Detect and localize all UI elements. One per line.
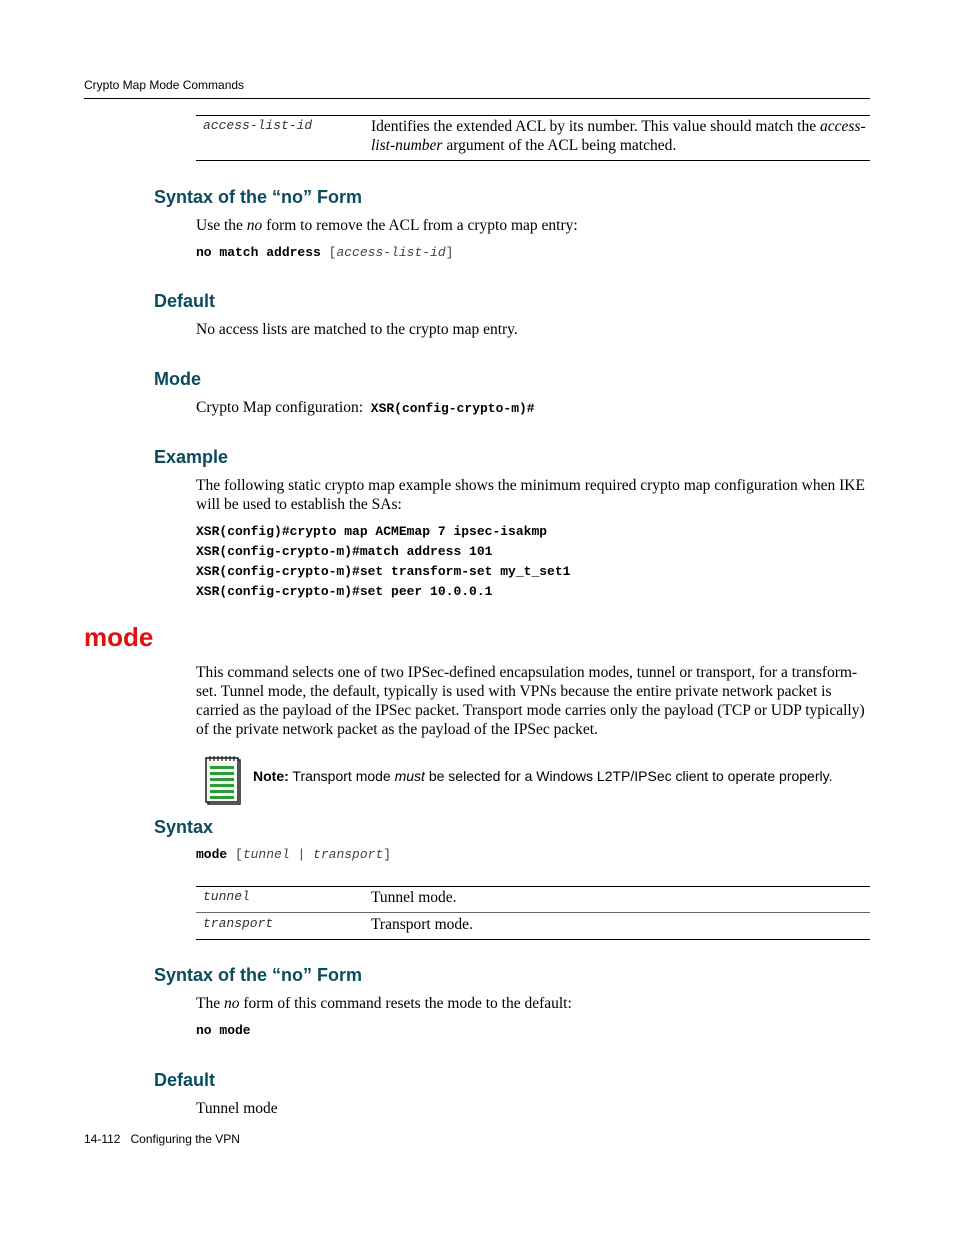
param-tunnel: tunnel [203,889,250,904]
header-divider [84,98,870,99]
no-form-description: Use the no form to remove the ACL from a crypto map entry: [196,217,578,234]
command-title: mode [84,622,154,652]
example-code-line: XSR(config-crypto-m)#set transform-set my_t_set1 [196,564,571,579]
heading-example: Example [154,447,229,467]
syntax-table-bottom-rule [196,939,870,940]
no-form-command: no mode [196,1023,251,1038]
example-code-line: XSR(config)#crypto map ACMEmap 7 ipsec-isakmp [196,524,548,539]
notepad-icon [204,755,244,807]
heading-syntax-no-form: Syntax of the “no” Form [154,187,363,207]
example-description: The following static crypto map example shows the minimum required crypto map configuration when IKE will be used to establish the SAs: [196,477,865,513]
syntax-command: mode [tunnel | transport] [196,847,392,862]
param-access-list-id: access-list-id [203,118,313,133]
example-code-line: XSR(config-crypto-m)#match address 101 [196,544,493,559]
param-transport: transport [203,916,274,931]
heading-syntax: Syntax [154,817,214,837]
heading-default: Default [154,291,216,311]
mode-description: Crypto Map configuration: XSR(config-crypto-m)# [196,399,535,416]
param-tunnel-description: Tunnel mode. [371,889,457,906]
param-access-list-id-description: Identifies the extended ACL by its number. This value should match the access-list-number argument of the ACL being matched. [371,118,866,154]
page-footer [84,1132,240,1146]
syntax-table-top-rule [196,886,870,887]
page-number: 14-112 [84,1132,121,1146]
running-header: Crypto Map Mode Commands [84,78,245,92]
command-description: This command selects one of two IPSec-defined encapsulation modes, tunnel or transport, for a transform-set. Tunnel mode, the default, typically is used with VPNs because the entire private network packet is carried as the payload of the IPSec packet. Transport mode carries only the payload (TCP or UDP typically) of the private network packet as the payload of the IPSec packet. [196,664,865,738]
default-description: No access lists are matched to the crypto map entry. [196,321,518,338]
no-form-command: no match address [access-list-id] [196,245,454,260]
table-bottom-rule [196,160,870,161]
example-code-line: XSR(config-crypto-m)#set peer 10.0.0.1 [196,584,493,599]
chapter-title: Configuring the VPN [130,1132,240,1146]
param-transport-description: Transport mode. [371,916,473,933]
heading-mode: Mode [154,369,201,389]
note-text: Note: Transport mode must be selected for a Windows L2TP/IPSec client to operate properly. [253,768,833,784]
table-top-rule [196,115,870,116]
no-form-description: The no form of this command resets the mode to the default: [196,995,572,1012]
heading-syntax-no-form: Syntax of the “no” Form [154,965,363,985]
default-description: Tunnel mode [196,1100,278,1117]
syntax-table-row-divider [196,912,870,913]
mode-prompt: XSR(config-crypto-m)# [370,401,535,416]
heading-default: Default [154,1070,216,1090]
